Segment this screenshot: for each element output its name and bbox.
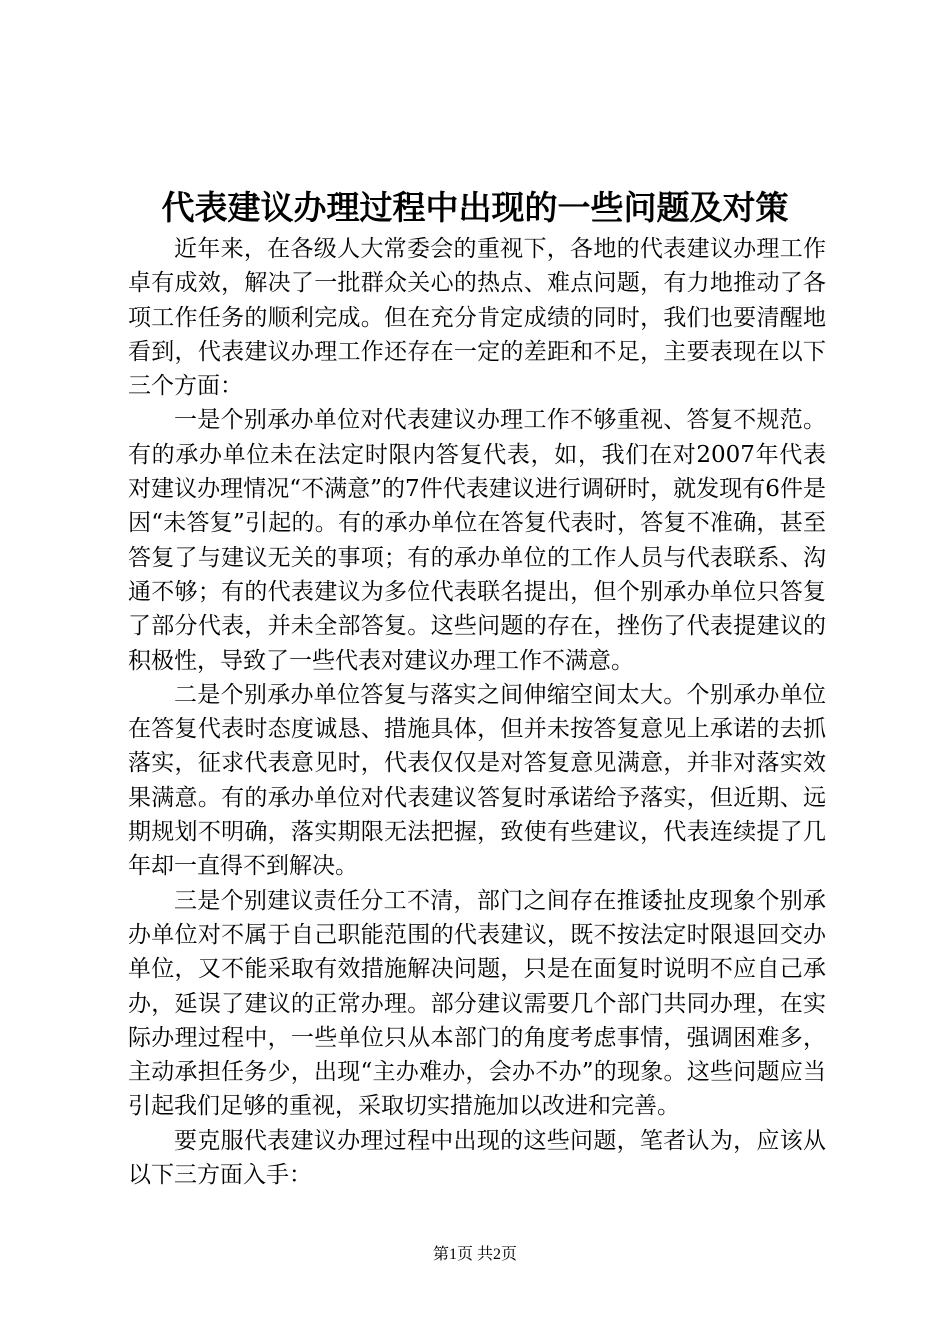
page-number-footer: 第1页 共2页 xyxy=(432,1246,517,1263)
paragraph-issue-one: 一是个别承办单位对代表建议办理工作不够重视、答复不规范。有的承办单位未在法定时限内答复代表，如，我们在对2007年代表对建议办理情况“不满意”的7件代表建议进行调研时，就发现有6件是因“未答复”引起的。有的承办单位在答复代表时，答复不准确，甚至答复了与建议无关的事项；有的承办单位的工作人员与代表联系、沟通不够；有的代表建议为多位代表联名提出，但个别承办单位只答复了部分代表，并未全部答复。这些问题的存在，挫伤了代表提建议的积极性，导致了一些代表对建议办理工作不满意。 xyxy=(128,407,826,674)
document-body xyxy=(128,232,826,1192)
paragraph-intro: 近年来，在各级人大常委会的重视下，各地的代表建议办理工作卓有成效，解决了一批群众关心的热点、难点问题，有力地推动了各项工作任务的顺利完成。但在充分肯定成绩的同时，我们也要清醒地看到，代表建议办理工作还存在一定的差距和不足，主要表现在以下三个方面： xyxy=(128,236,826,400)
paragraph-issue-three: 三是个别建议责任分工不清，部门之间存在推诿扯皮现象个别承办单位对不属于自己职能范围的代表建议，既不按法定时限退回交办单位，又不能采取有效措施解决问题，只是在面复时说明不应自己承办，延误了建议的正常办理。部分建议需要几个部门共同办理，在实际办理过程中，一些单位只从本部门的角度考虑事情，强调困难多，主动承担任务少，出现“主办难办，会办不办”的现象。这些问题应当引起我们足够的重视，采取切实措施加以改进和完善。 xyxy=(128,887,826,1120)
document-title: 代表建议办理过程中出现的一些问题及对策 xyxy=(161,188,789,227)
paragraph-issue-two: 二是个别承办单位答复与落实之间伸缩空间太大。个别承办单位在答复代表时态度诚恳、措施具体，但并未按答复意见上承诺的去抓落实，征求代表意见时，代表仅仅是对答复意见满意，并非对落实效果满意。有的承办单位对代表建议答复时承诺给予落实，但近期、远期规划不明确，落实期限无法把握，致使有些建议，代表连续提了几年却一直得不到解决。 xyxy=(128,681,826,880)
paragraph-solutions-intro: 要克服代表建议办理过程中出现的这些问题，笔者认为，应该从以下三方面入手： xyxy=(128,1127,826,1189)
